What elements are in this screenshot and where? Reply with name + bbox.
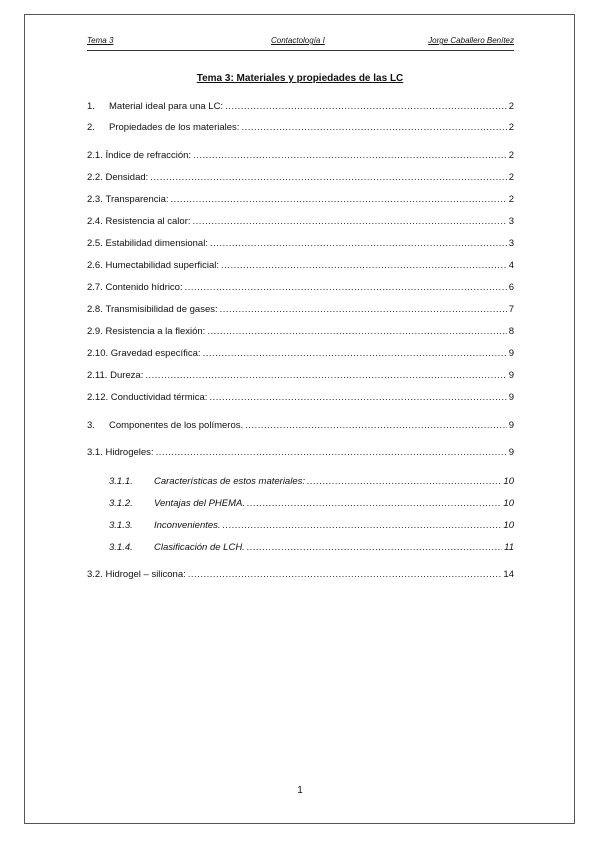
toc-number: 3.1.1. xyxy=(109,476,133,487)
toc-number: 2. xyxy=(87,122,95,133)
toc-entry[interactable] xyxy=(87,172,514,186)
toc-page: 7 xyxy=(508,304,514,315)
toc-leader xyxy=(247,498,501,509)
toc-leader xyxy=(241,122,506,133)
toc-leader xyxy=(145,370,506,381)
toc-number: 2.4. xyxy=(87,216,103,227)
toc-number: 2.8. xyxy=(87,304,103,315)
toc-text: Hidrogeles: xyxy=(105,447,154,458)
toc-number: 2.2. xyxy=(87,172,103,183)
toc-leader xyxy=(203,348,507,359)
toc-entry[interactable] xyxy=(87,260,514,274)
page-number: 1 xyxy=(297,785,303,796)
toc-entry[interactable] xyxy=(87,304,514,318)
toc-page: 9 xyxy=(508,392,514,403)
toc-page: 11 xyxy=(504,542,514,553)
toc-text: Contenido hídrico: xyxy=(105,282,183,293)
toc-entry[interactable] xyxy=(109,476,514,490)
toc-text: Gravedad específica: xyxy=(110,348,201,359)
toc-text: Conductividad térmica: xyxy=(110,392,208,403)
toc-page: 2 xyxy=(508,122,514,133)
toc-number: 2.11. xyxy=(87,370,108,381)
toc-leader xyxy=(245,420,507,431)
toc-number: 1. xyxy=(87,101,95,112)
toc-text: Componentes de los polímeros. xyxy=(109,420,244,431)
toc-leader xyxy=(156,447,507,458)
toc-leader xyxy=(193,216,507,227)
toc-entry[interactable] xyxy=(87,194,514,208)
toc-text: Transparencia: xyxy=(105,194,169,205)
toc-page: 2 xyxy=(508,101,514,112)
toc-entry[interactable] xyxy=(87,326,514,340)
toc-entry[interactable] xyxy=(109,520,514,534)
toc-page: 9 xyxy=(508,420,514,431)
toc-number: 2.10. xyxy=(87,348,109,359)
toc-entry[interactable] xyxy=(87,122,514,136)
toc-number: 2.6. xyxy=(87,260,103,271)
toc-text: Clasificación de LCH. xyxy=(154,542,245,553)
toc-text: Dureza: xyxy=(110,370,144,381)
toc-leader xyxy=(171,194,507,205)
toc-entry[interactable] xyxy=(109,542,514,556)
toc-entry[interactable] xyxy=(87,348,514,362)
toc-number: 3.1.4. xyxy=(109,542,133,553)
toc-entry[interactable] xyxy=(87,447,514,461)
toc-entry[interactable] xyxy=(109,498,514,512)
toc-text: Transmisibilidad de gases: xyxy=(105,304,218,315)
toc-leader xyxy=(207,326,506,337)
toc-leader xyxy=(221,260,507,271)
toc-leader xyxy=(225,101,507,112)
toc-page: 4 xyxy=(508,260,514,271)
toc-number: 3. xyxy=(87,420,95,431)
toc-number: 2.7. xyxy=(87,282,103,293)
toc-page: 8 xyxy=(508,326,514,337)
toc-page: 9 xyxy=(508,447,514,458)
toc-page: 2 xyxy=(508,172,514,183)
toc-page: 10 xyxy=(503,476,514,487)
toc-text: Ventajas del PHEMA. xyxy=(154,498,245,509)
toc-number: 2.9. xyxy=(87,326,103,337)
toc-text: Resistencia al calor: xyxy=(105,216,191,227)
header-topic: Tema 3 xyxy=(87,36,114,45)
toc-page: 2 xyxy=(508,150,514,161)
toc-page: 3 xyxy=(508,238,514,249)
toc-number: 2.12. xyxy=(87,392,109,403)
toc-number: 2.3. xyxy=(87,194,103,205)
header-course: Contactología I xyxy=(271,36,325,45)
toc-text: Inconvenientes. xyxy=(154,520,221,531)
toc-leader xyxy=(150,172,506,183)
toc-leader xyxy=(223,520,502,531)
toc-entry[interactable] xyxy=(87,370,514,384)
document-title: Tema 3: Materiales y propiedades de las LC xyxy=(196,73,404,84)
toc-leader xyxy=(220,304,507,315)
toc-text: Humectabilidad superficial: xyxy=(105,260,220,271)
toc-number: 3.1.2. xyxy=(109,498,133,509)
toc-entry[interactable] xyxy=(87,150,514,164)
toc-entry[interactable] xyxy=(87,216,514,230)
toc-page: 6 xyxy=(508,282,514,293)
toc-page: 3 xyxy=(508,216,514,227)
toc-number: 3.1.3. xyxy=(109,520,133,531)
toc-page: 10 xyxy=(503,520,514,531)
toc-leader xyxy=(185,282,507,293)
toc-page: 10 xyxy=(503,498,514,509)
toc-page: 9 xyxy=(508,348,514,359)
toc-entry[interactable] xyxy=(87,420,514,434)
toc-leader xyxy=(209,392,506,403)
toc-text: Densidad: xyxy=(105,172,149,183)
toc-entry[interactable] xyxy=(87,392,514,406)
toc-entry[interactable] xyxy=(87,101,514,115)
toc-page: 14 xyxy=(503,569,514,580)
toc-number: 3.2. xyxy=(87,569,103,580)
toc-entry[interactable] xyxy=(87,282,514,296)
toc-leader xyxy=(247,542,502,553)
toc-text: Resistencia a la flexión: xyxy=(105,326,206,337)
toc-leader xyxy=(210,238,507,249)
toc-entry[interactable] xyxy=(87,238,514,252)
header-author: Jorge Caballero Benítez xyxy=(428,36,514,45)
toc-text: Material ideal para una LC: xyxy=(109,101,224,112)
toc-text: Estabilidad dimensional: xyxy=(105,238,208,249)
toc-number: 3.1. xyxy=(87,447,103,458)
toc-leader xyxy=(188,569,502,580)
toc-leader xyxy=(193,150,507,161)
toc-page: 9 xyxy=(508,370,514,381)
toc-text: Propiedades de los materiales: xyxy=(109,122,240,133)
toc-entry[interactable] xyxy=(87,569,514,583)
toc-leader xyxy=(307,476,501,487)
toc-number: 2.1. xyxy=(87,150,103,161)
toc-text: Hidrogel – silicona: xyxy=(105,569,186,580)
toc-number: 2.5. xyxy=(87,238,103,249)
toc-text: Características de estos materiales: xyxy=(154,476,306,487)
toc-text: Índice de refracción: xyxy=(105,150,192,161)
toc-page: 2 xyxy=(508,194,514,205)
page-header xyxy=(87,36,514,51)
